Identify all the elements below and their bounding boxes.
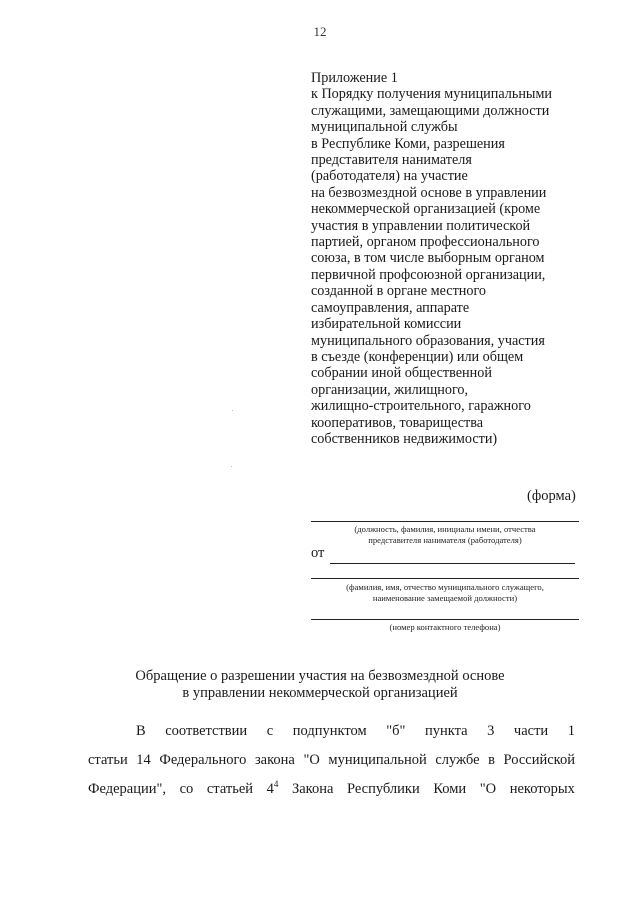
appendix-line: муниципального образования, участия bbox=[311, 332, 545, 349]
body-word: Федерального bbox=[159, 752, 247, 768]
heading-line: в управлении некоммерческой организацией bbox=[182, 685, 458, 701]
body-word: соответствии bbox=[165, 723, 248, 739]
sender-caption-line: наименование замещаемой должности) bbox=[372, 593, 518, 603]
body-word: Закона bbox=[291, 781, 334, 797]
body-word: "О bbox=[479, 781, 497, 797]
scan-speck bbox=[232, 410, 233, 411]
appendix-line: служащими, замещающими должности bbox=[311, 102, 550, 119]
body-word: подпунктом bbox=[292, 723, 367, 739]
body-word: 14 bbox=[136, 752, 151, 768]
appendix-line: собственников недвижимости) bbox=[311, 430, 498, 447]
heading-line: Обращение о разрешении участия на безвозмездной основе bbox=[135, 668, 505, 684]
body-word: статьей bbox=[206, 781, 254, 797]
body-line bbox=[88, 775, 575, 804]
body-word: Российской bbox=[503, 752, 575, 768]
body-word: Коми bbox=[433, 781, 467, 797]
sender-caption bbox=[311, 582, 579, 604]
appendix-line: к Порядку получения муниципальными bbox=[311, 86, 553, 103]
document-heading bbox=[0, 668, 640, 702]
body-word: части bbox=[513, 723, 549, 739]
body-word: службе bbox=[435, 752, 480, 768]
appendix-line: участия в управлении политической bbox=[311, 217, 531, 234]
appendix-line: (работодателя) на участие bbox=[311, 168, 468, 185]
body-word: пункта bbox=[424, 723, 468, 739]
body-word bbox=[267, 775, 279, 804]
scan-speck bbox=[231, 466, 232, 467]
sender-caption-line: (фамилия, имя, отчество муниципального служащего, bbox=[346, 582, 544, 592]
appendix-line: жилищно-строительного, гаражного bbox=[311, 398, 531, 415]
recipient-field-line[interactable] bbox=[311, 521, 579, 522]
recipient-caption-line: (должность, фамилия, инициалы имени, отчества bbox=[354, 524, 536, 534]
appendix-line: организации, жилищного, bbox=[311, 381, 469, 398]
body-word: Федерации", bbox=[88, 781, 167, 797]
body-word: с bbox=[266, 723, 274, 739]
body-line bbox=[88, 746, 575, 775]
phone-caption bbox=[311, 622, 579, 633]
body-word: некоторых bbox=[509, 781, 575, 797]
sender-field-line[interactable] bbox=[330, 563, 575, 564]
appendix-line: первичной профсоюзной организации, bbox=[311, 266, 546, 283]
phone-field-line[interactable] bbox=[311, 619, 579, 620]
page-number: 12 bbox=[313, 24, 327, 39]
body-word: муниципальной bbox=[328, 752, 427, 768]
article-superscript: 4 bbox=[273, 779, 279, 789]
appendix-line: некоммерческой организацией (кроме bbox=[311, 201, 541, 218]
body-text bbox=[88, 717, 575, 804]
appendix-line: муниципальной службы bbox=[311, 119, 458, 136]
appendix-line: партией, органом профессионального bbox=[311, 234, 540, 251]
sender-position-field-line[interactable] bbox=[311, 578, 579, 579]
appendix-line: созданной в органе местного bbox=[311, 283, 487, 300]
body-word: 1 bbox=[567, 723, 575, 739]
appendix-line: представителя нанимателя bbox=[311, 152, 472, 169]
body-word: 3 bbox=[487, 723, 495, 739]
phone-caption-line: (номер контактного телефона) bbox=[389, 622, 501, 632]
appendix-line: собрании иной общественной bbox=[311, 365, 492, 382]
recipient-caption-line: представителя нанимателя (работодателя) bbox=[368, 535, 522, 545]
from-label: от bbox=[311, 545, 325, 561]
body-word: в bbox=[488, 752, 495, 768]
appendix-line: в съезде (конференции) или общем bbox=[311, 348, 524, 365]
body-word: "О bbox=[303, 752, 320, 768]
appendix-line: Приложение 1 bbox=[311, 70, 398, 86]
body-word: "б" bbox=[386, 723, 406, 739]
appendix-line: союза, в том числе выборным органом bbox=[311, 250, 545, 267]
appendix-line: в Республике Коми, разрешения bbox=[311, 135, 505, 152]
appendix-line: кооперативов, товарищества bbox=[311, 414, 484, 431]
appendix-line: избирательной комиссии bbox=[311, 316, 462, 333]
article-number: 4 bbox=[266, 781, 274, 797]
body-word: со bbox=[179, 781, 194, 797]
appendix-line: самоуправления, аппарате bbox=[311, 299, 470, 316]
form-label: (форма) bbox=[527, 488, 576, 504]
body-word: В bbox=[136, 723, 146, 739]
body-word: закона bbox=[254, 752, 295, 768]
body-line bbox=[88, 717, 575, 746]
body-word: Республики bbox=[346, 781, 420, 797]
recipient-caption bbox=[311, 524, 579, 546]
body-word: статьи bbox=[88, 752, 128, 768]
appendix-block bbox=[311, 70, 601, 447]
appendix-line: на безвозмездной основе в управлении bbox=[311, 184, 547, 201]
